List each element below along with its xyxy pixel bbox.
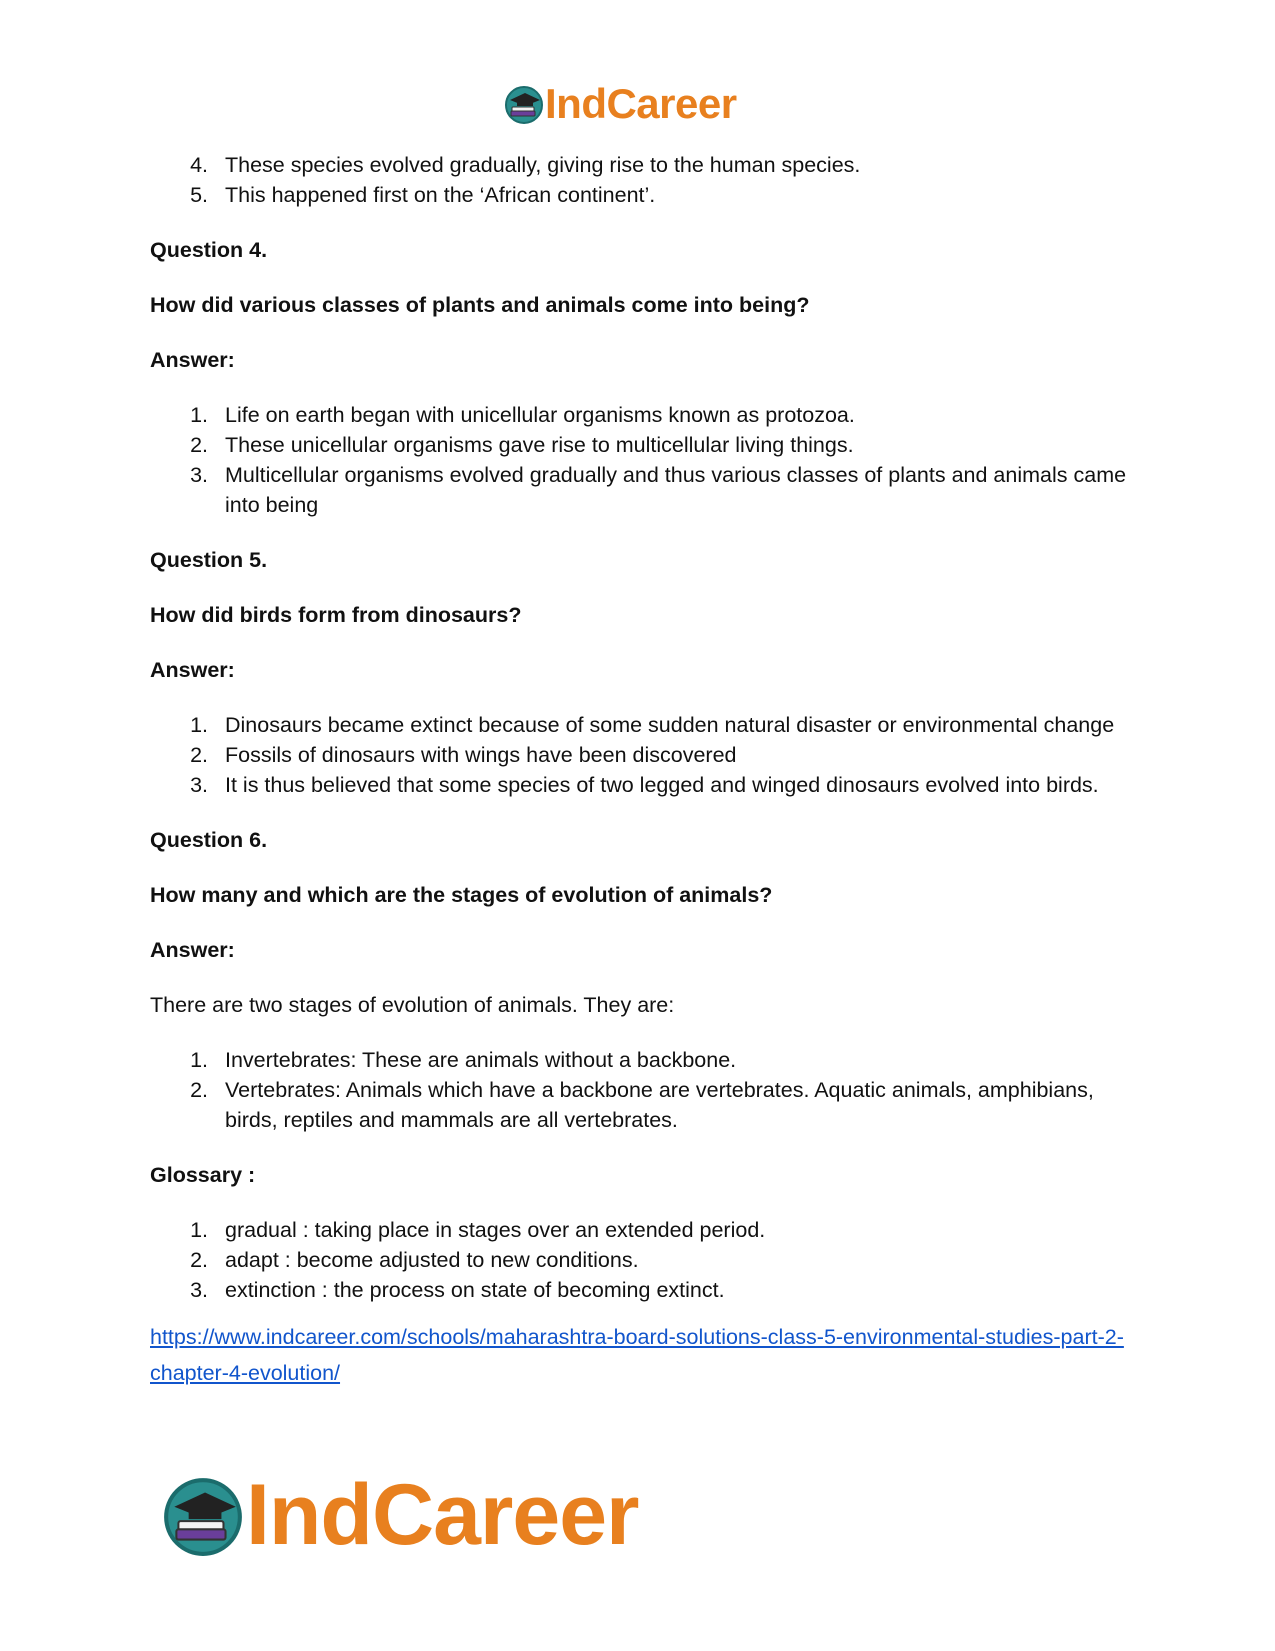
- list-item: [150, 1075, 1130, 1135]
- question-label: Question 4.: [150, 238, 268, 262]
- list-text: Invertebrates: These are animals without a backbone.: [225, 1048, 737, 1072]
- document-body: [150, 150, 1130, 1391]
- list-number: 2.: [190, 433, 208, 457]
- graduation-cap-books-icon: [160, 1472, 246, 1558]
- list-item: [150, 180, 1130, 210]
- logo-wordmark: IndCareer: [246, 1467, 639, 1563]
- list-text: Life on earth began with unicellular organisms known as protozoa.: [225, 403, 855, 427]
- glossary-list: [150, 1215, 1130, 1305]
- list-item: [150, 430, 1130, 460]
- question-text: How many and which are the stages of evolution of animals?: [150, 883, 773, 907]
- list-number: 3.: [190, 463, 208, 487]
- list-number: 1.: [190, 1048, 208, 1072]
- list-item: [150, 770, 1130, 800]
- list-number: 2.: [190, 1078, 208, 1102]
- answer-label: Answer:: [150, 938, 235, 962]
- logo-wordmark: IndCareer: [545, 80, 737, 127]
- header-logo: [503, 80, 737, 128]
- list-text: adapt : become adjusted to new conditions.: [225, 1248, 639, 1272]
- list-text: extinction : the process on state of becoming extinct.: [225, 1278, 725, 1302]
- list-number: 4.: [190, 153, 208, 177]
- answer-label: Answer:: [150, 658, 235, 682]
- list-number: 5.: [190, 183, 208, 207]
- list-item: [150, 150, 1130, 180]
- list-item: [150, 1275, 1130, 1305]
- list-item: [150, 400, 1130, 430]
- list-text: These unicellular organisms gave rise to multicellular living things.: [225, 433, 854, 457]
- answer-intro: There are two stages of evolution of animals. They are:: [150, 993, 675, 1017]
- question-label: Question 5.: [150, 548, 268, 572]
- list-number: 1.: [190, 403, 208, 427]
- answer-list: [150, 400, 1130, 520]
- list-number: 1.: [190, 1218, 208, 1242]
- intro-list: [150, 150, 1130, 210]
- question-text: How did various classes of plants and animals come into being?: [150, 293, 810, 317]
- list-number: 2.: [190, 743, 208, 767]
- list-item: [150, 460, 1130, 520]
- footer-logo: [160, 1467, 639, 1563]
- list-number: 2.: [190, 1248, 208, 1272]
- list-item: [150, 740, 1130, 770]
- list-item: [150, 1245, 1130, 1275]
- list-text: gradual : taking place in stages over an extended period.: [225, 1218, 766, 1242]
- list-item: [150, 1215, 1130, 1245]
- list-number: 3.: [190, 1278, 208, 1302]
- list-item: [150, 1045, 1130, 1075]
- list-text: It is thus believed that some species of two legged and winged dinosaurs evolved into birds.: [225, 773, 1099, 797]
- list-text: Fossils of dinosaurs with wings have been discovered: [225, 743, 737, 767]
- list-text: Multicellular organisms evolved gradually and thus various classes of plants and animals came into being: [225, 463, 1127, 517]
- source-link[interactable]: https://www.indcareer.com/schools/maharashtra-board-solutions-class-5-environmental-studies-part-2-chapter-4-evolution/: [150, 1325, 1124, 1385]
- graduation-cap-books-icon: [503, 83, 545, 125]
- glossary-heading: Glossary :: [150, 1163, 256, 1187]
- list-number: 1.: [190, 713, 208, 737]
- list-item: [150, 710, 1130, 740]
- list-text: These species evolved gradually, giving rise to the human species.: [225, 153, 861, 177]
- answer-label: Answer:: [150, 348, 235, 372]
- question-label: Question 6.: [150, 828, 268, 852]
- answer-list: [150, 1045, 1130, 1135]
- answer-list: [150, 710, 1130, 800]
- list-text: This happened first on the ‘African continent’.: [225, 183, 656, 207]
- list-text: Dinosaurs became extinct because of some sudden natural disaster or environmental change: [225, 713, 1115, 737]
- list-text: Vertebrates: Animals which have a backbone are vertebrates. Aquatic animals, amphibians, birds, reptiles and mammals are all vertebrates.: [225, 1078, 1094, 1132]
- question-text: How did birds form from dinosaurs?: [150, 603, 522, 627]
- list-number: 3.: [190, 773, 208, 797]
